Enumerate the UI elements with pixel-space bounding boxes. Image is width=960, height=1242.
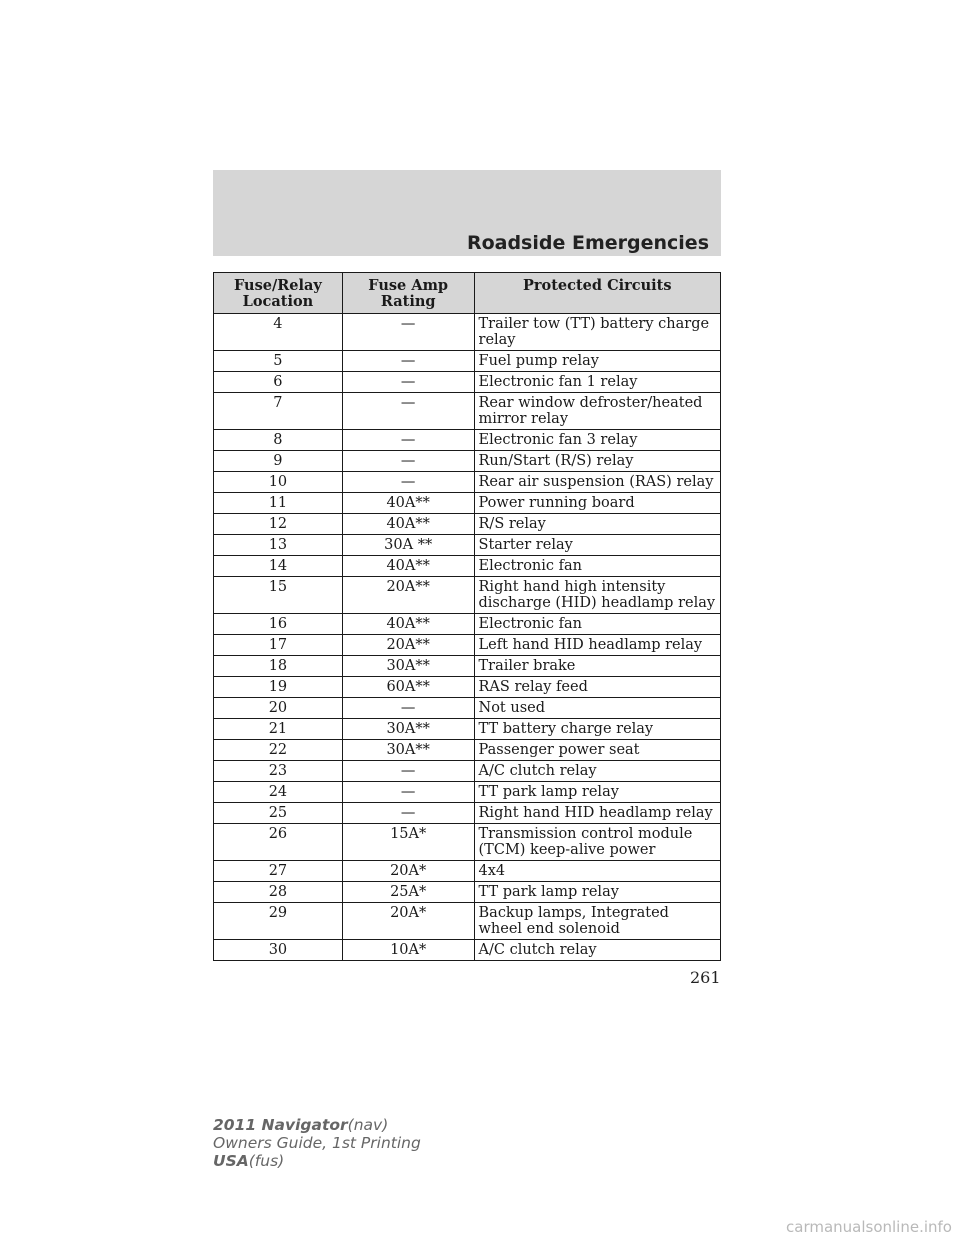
cell-protected-circuit: R/S relay: [474, 514, 720, 535]
cell-amp-rating: —: [342, 803, 474, 824]
cell-location: 4: [214, 314, 343, 351]
cell-protected-circuit: Starter relay: [474, 535, 720, 556]
cell-location: 20: [214, 698, 343, 719]
cell-protected-circuit: Trailer brake: [474, 656, 720, 677]
cell-location: 28: [214, 882, 343, 903]
cell-amp-rating: 30A**: [342, 656, 474, 677]
cell-protected-circuit: Rear air suspension (RAS) relay: [474, 472, 720, 493]
cell-protected-circuit: Trailer tow (TT) battery charge relay: [474, 314, 720, 351]
fuse-relay-table: [213, 272, 721, 961]
table-row: [214, 940, 721, 961]
cell-location: 8: [214, 430, 343, 451]
cell-protected-circuit: Electronic fan 1 relay: [474, 372, 720, 393]
cell-amp-rating: —: [342, 472, 474, 493]
cell-location: 17: [214, 635, 343, 656]
cell-amp-rating: —: [342, 351, 474, 372]
cell-amp-rating: —: [342, 393, 474, 430]
table-row: [214, 656, 721, 677]
footer-market: USA: [213, 1152, 249, 1170]
cell-protected-circuit: RAS relay feed: [474, 677, 720, 698]
table-row: [214, 556, 721, 577]
cell-protected-circuit: Right hand HID headlamp relay: [474, 803, 720, 824]
table-row: [214, 882, 721, 903]
cell-location: 16: [214, 614, 343, 635]
table-row: [214, 535, 721, 556]
cell-location: 5: [214, 351, 343, 372]
column-header-location: Fuse/Relay Location: [214, 273, 343, 314]
cell-amp-rating: —: [342, 372, 474, 393]
cell-location: 24: [214, 782, 343, 803]
table-row: [214, 451, 721, 472]
cell-protected-circuit: Fuel pump relay: [474, 351, 720, 372]
cell-protected-circuit: Electronic fan: [474, 556, 720, 577]
cell-protected-circuit: Transmission control module (TCM) keep-alive power: [474, 824, 720, 861]
cell-protected-circuit: Electronic fan: [474, 614, 720, 635]
cell-location: 11: [214, 493, 343, 514]
table-row: [214, 577, 721, 614]
table-row: [214, 803, 721, 824]
site-watermark: carmanualsonline.info: [786, 1218, 952, 1236]
table-row: [214, 861, 721, 882]
cell-amp-rating: 25A*: [342, 882, 474, 903]
cell-location: 27: [214, 861, 343, 882]
table-row: [214, 514, 721, 535]
cell-amp-rating: 40A**: [342, 493, 474, 514]
footer-edition: Owners Guide, 1st Printing: [213, 1134, 421, 1152]
cell-location: 19: [214, 677, 343, 698]
table-row: [214, 472, 721, 493]
table-row: [214, 903, 721, 940]
cell-protected-circuit: A/C clutch relay: [474, 940, 720, 961]
table-row: [214, 430, 721, 451]
cell-protected-circuit: Rear window defroster/heated mirror relay: [474, 393, 720, 430]
section-header-band: [213, 170, 721, 256]
cell-location: 29: [214, 903, 343, 940]
table-row: [214, 719, 721, 740]
cell-amp-rating: 40A**: [342, 514, 474, 535]
cell-amp-rating: 60A**: [342, 677, 474, 698]
cell-amp-rating: 10A*: [342, 940, 474, 961]
cell-protected-circuit: Left hand HID headlamp relay: [474, 635, 720, 656]
table-body: [214, 314, 721, 961]
cell-protected-circuit: Power running board: [474, 493, 720, 514]
cell-amp-rating: 20A**: [342, 635, 474, 656]
cell-protected-circuit: A/C clutch relay: [474, 761, 720, 782]
cell-location: 30: [214, 940, 343, 961]
table-row: [214, 372, 721, 393]
cell-location: 10: [214, 472, 343, 493]
table-row: [214, 761, 721, 782]
cell-location: 23: [214, 761, 343, 782]
table-row: [214, 393, 721, 430]
footer-model-code: (nav): [347, 1116, 389, 1134]
cell-protected-circuit: Not used: [474, 698, 720, 719]
cell-location: 13: [214, 535, 343, 556]
cell-amp-rating: 30A **: [342, 535, 474, 556]
cell-amp-rating: 20A*: [342, 861, 474, 882]
table-row: [214, 351, 721, 372]
page-number: 261: [690, 968, 721, 987]
cell-amp-rating: 40A**: [342, 614, 474, 635]
cell-location: 21: [214, 719, 343, 740]
cell-location: 9: [214, 451, 343, 472]
cell-amp-rating: 30A**: [342, 719, 474, 740]
cell-protected-circuit: Right hand high intensity discharge (HID) headlamp relay: [474, 577, 720, 614]
table-row: [214, 782, 721, 803]
table-row: [214, 614, 721, 635]
cell-amp-rating: —: [342, 430, 474, 451]
footer-market-code: (fus): [248, 1152, 285, 1170]
cell-amp-rating: 20A*: [342, 903, 474, 940]
cell-protected-circuit: Backup lamps, Integrated wheel end solenoid: [474, 903, 720, 940]
cell-protected-circuit: Electronic fan 3 relay: [474, 430, 720, 451]
table-header-row: [214, 273, 721, 314]
cell-location: 6: [214, 372, 343, 393]
footer-model: 2011 Navigator: [213, 1116, 348, 1134]
cell-location: 25: [214, 803, 343, 824]
table-row: [214, 698, 721, 719]
table-row: [214, 677, 721, 698]
column-header-protected-circuits: Protected Circuits: [474, 273, 720, 314]
cell-protected-circuit: 4x4: [474, 861, 720, 882]
table-row: [214, 493, 721, 514]
cell-protected-circuit: TT park lamp relay: [474, 882, 720, 903]
table-row: [214, 824, 721, 861]
cell-amp-rating: —: [342, 698, 474, 719]
cell-amp-rating: —: [342, 761, 474, 782]
cell-amp-rating: 20A**: [342, 577, 474, 614]
cell-location: 22: [214, 740, 343, 761]
cell-protected-circuit: Passenger power seat: [474, 740, 720, 761]
section-title: Roadside Emergencies: [466, 232, 709, 254]
document-footer: [213, 1116, 421, 1170]
cell-location: 7: [214, 393, 343, 430]
cell-location: 15: [214, 577, 343, 614]
cell-protected-circuit: TT park lamp relay: [474, 782, 720, 803]
cell-amp-rating: 15A*: [342, 824, 474, 861]
cell-location: 14: [214, 556, 343, 577]
column-header-amp-rating: Fuse Amp Rating: [342, 273, 474, 314]
cell-amp-rating: 40A**: [342, 556, 474, 577]
cell-amp-rating: —: [342, 451, 474, 472]
cell-location: 26: [214, 824, 343, 861]
cell-amp-rating: 30A**: [342, 740, 474, 761]
table-row: [214, 635, 721, 656]
cell-amp-rating: —: [342, 782, 474, 803]
cell-location: 12: [214, 514, 343, 535]
cell-location: 18: [214, 656, 343, 677]
table-row: [214, 314, 721, 351]
table-row: [214, 740, 721, 761]
cell-protected-circuit: Run/Start (R/S) relay: [474, 451, 720, 472]
cell-protected-circuit: TT battery charge relay: [474, 719, 720, 740]
cell-amp-rating: —: [342, 314, 474, 351]
